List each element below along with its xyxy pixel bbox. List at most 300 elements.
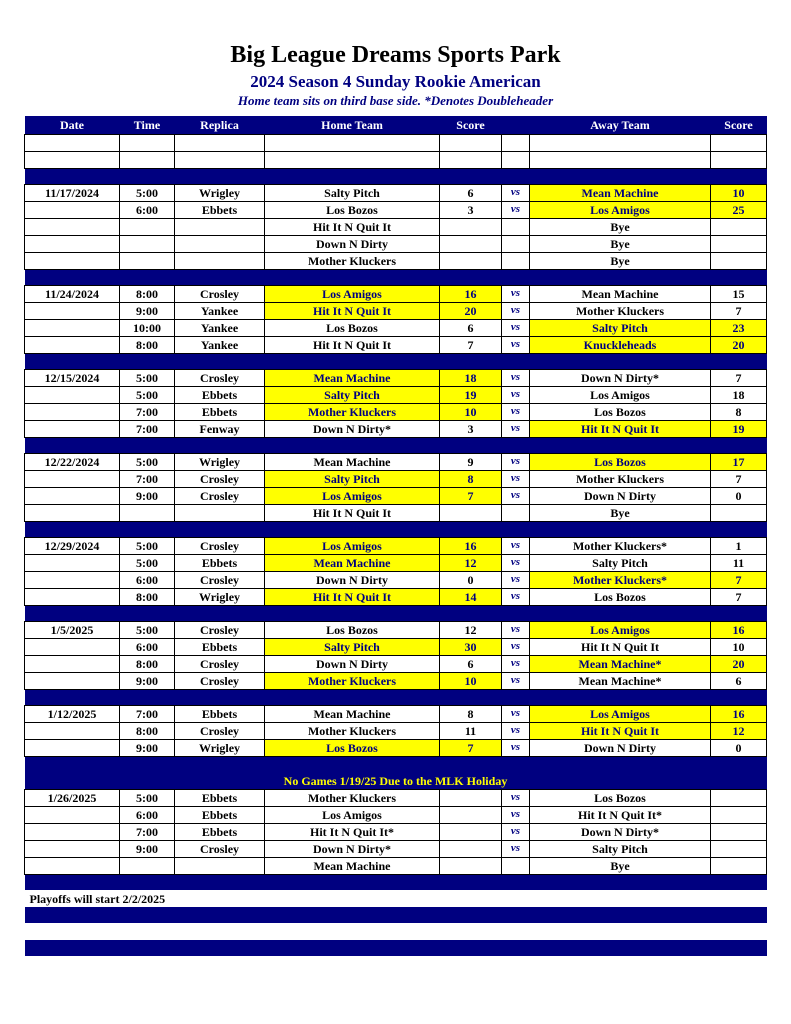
playoffs-note-row [25, 890, 767, 907]
game-row [25, 537, 767, 554]
replica-cell: Ebbets [175, 403, 265, 420]
date-cell [25, 201, 120, 218]
date-cell: 11/24/2024 [25, 285, 120, 302]
replica-cell: Crosley [175, 840, 265, 857]
vs-cell: vs [502, 403, 530, 420]
home-score-cell: 12 [440, 621, 502, 638]
game-row [25, 487, 767, 504]
away-team-cell: Mean Machine [530, 184, 711, 201]
home-team-cell: Salty Pitch [265, 184, 440, 201]
vs-cell: vs [502, 386, 530, 403]
vs-cell [502, 235, 530, 252]
replica-cell: Crosley [175, 722, 265, 739]
vs-cell: vs [502, 554, 530, 571]
date-cell [25, 739, 120, 756]
replica-cell: Crosley [175, 655, 265, 672]
home-team-cell: Mean Machine [265, 857, 440, 874]
away-team-cell: Los Amigos [530, 621, 711, 638]
separator-row [25, 940, 767, 956]
date-cell [25, 218, 120, 235]
home-team-cell: Los Amigos [265, 806, 440, 823]
home-score-cell [440, 218, 502, 235]
home-score-cell: 16 [440, 285, 502, 302]
away-score-cell: 10 [711, 184, 767, 201]
time-cell: 8:00 [120, 285, 175, 302]
home-team-cell: Mean Machine [265, 369, 440, 386]
home-score-cell [440, 504, 502, 521]
home-score-cell: 8 [440, 705, 502, 722]
vs-cell: vs [502, 184, 530, 201]
time-cell: 9:00 [120, 487, 175, 504]
date-cell [25, 319, 120, 336]
spacer-row [25, 923, 767, 940]
separator-row [25, 353, 767, 369]
away-team-cell: Los Bozos [530, 453, 711, 470]
table-body [25, 134, 767, 956]
home-score-cell: 10 [440, 403, 502, 420]
separator-bar [25, 756, 767, 772]
replica-cell: Yankee [175, 336, 265, 353]
game-row [25, 638, 767, 655]
away-team-cell: Bye [530, 218, 711, 235]
replica-cell: Ebbets [175, 823, 265, 840]
away-team-cell: Salty Pitch [530, 840, 711, 857]
away-score-cell: 12 [711, 722, 767, 739]
away-team-cell [530, 134, 711, 151]
separator-row [25, 907, 767, 923]
away-team-cell: Salty Pitch [530, 554, 711, 571]
date-cell: 12/29/2024 [25, 537, 120, 554]
vs-cell: vs [502, 672, 530, 689]
separator-row [25, 269, 767, 285]
vs-cell: vs [502, 302, 530, 319]
away-team-cell: Mean Machine* [530, 655, 711, 672]
time-cell: 7:00 [120, 403, 175, 420]
home-score-cell: 6 [440, 319, 502, 336]
time-cell: 10:00 [120, 319, 175, 336]
away-score-cell [711, 840, 767, 857]
away-score-cell: 18 [711, 386, 767, 403]
away-team-cell: Bye [530, 235, 711, 252]
home-team-cell: Los Amigos [265, 537, 440, 554]
vs-cell: vs [502, 537, 530, 554]
away-team-cell: Mean Machine [530, 285, 711, 302]
vs-cell [502, 218, 530, 235]
home-score-cell: 7 [440, 487, 502, 504]
away-score-cell: 6 [711, 672, 767, 689]
vs-cell: vs [502, 806, 530, 823]
away-team-cell: Bye [530, 252, 711, 269]
vs-cell: vs [502, 319, 530, 336]
home-team-cell: Salty Pitch [265, 470, 440, 487]
home-score-cell [440, 857, 502, 874]
time-cell: 9:00 [120, 739, 175, 756]
replica-cell: Ebbets [175, 806, 265, 823]
home-score-cell: 3 [440, 201, 502, 218]
column-header [502, 116, 530, 134]
home-team-cell: Salty Pitch [265, 386, 440, 403]
date-cell [25, 252, 120, 269]
vs-cell: vs [502, 453, 530, 470]
replica-cell [175, 235, 265, 252]
separator-bar [25, 940, 767, 956]
date-cell [25, 672, 120, 689]
page-subtitle: 2024 Season 4 Sunday Rookie American [250, 72, 541, 92]
game-row [25, 655, 767, 672]
game-row [25, 588, 767, 605]
replica-cell: Ebbets [175, 386, 265, 403]
schedule-table [24, 116, 767, 956]
home-score-cell: 12 [440, 554, 502, 571]
home-team-cell: Down N Dirty* [265, 840, 440, 857]
away-score-cell [711, 857, 767, 874]
time-cell: 5:00 [120, 386, 175, 403]
away-score-cell: 17 [711, 453, 767, 470]
empty-row [25, 134, 767, 151]
away-score-cell [711, 823, 767, 840]
away-team-cell: Mother Kluckers [530, 470, 711, 487]
away-score-cell [711, 235, 767, 252]
home-team-cell: Mean Machine [265, 554, 440, 571]
vs-cell: vs [502, 840, 530, 857]
replica-cell: Ebbets [175, 201, 265, 218]
date-cell: 11/17/2024 [25, 184, 120, 201]
time-cell [120, 134, 175, 151]
replica-cell: Crosley [175, 672, 265, 689]
date-cell [25, 806, 120, 823]
replica-cell: Wrigley [175, 588, 265, 605]
away-team-cell: Los Bozos [530, 403, 711, 420]
separator-bar [25, 269, 767, 285]
time-cell: 8:00 [120, 722, 175, 739]
home-team-cell: Los Bozos [265, 621, 440, 638]
away-team-cell: Mean Machine* [530, 672, 711, 689]
time-cell: 8:00 [120, 655, 175, 672]
separator-bar [25, 168, 767, 184]
vs-cell [502, 151, 530, 168]
separator-row [25, 605, 767, 621]
vs-cell: vs [502, 336, 530, 353]
home-score-cell: 18 [440, 369, 502, 386]
away-score-cell [711, 134, 767, 151]
game-row [25, 823, 767, 840]
column-header: Home Team [265, 116, 440, 134]
empty-row [25, 151, 767, 168]
replica-cell: Wrigley [175, 453, 265, 470]
separator-bar [25, 353, 767, 369]
column-header: Time [120, 116, 175, 134]
home-team-cell [265, 151, 440, 168]
home-score-cell [440, 840, 502, 857]
replica-cell [175, 218, 265, 235]
vs-cell: vs [502, 285, 530, 302]
home-score-cell [440, 252, 502, 269]
date-cell: 12/22/2024 [25, 453, 120, 470]
vs-cell: vs [502, 789, 530, 806]
replica-cell: Yankee [175, 302, 265, 319]
separator-row [25, 168, 767, 184]
away-team-cell: Los Amigos [530, 386, 711, 403]
vs-cell [502, 134, 530, 151]
date-cell [25, 336, 120, 353]
game-row [25, 789, 767, 806]
game-row [25, 739, 767, 756]
game-row [25, 806, 767, 823]
replica-cell: Crosley [175, 470, 265, 487]
vs-cell: vs [502, 739, 530, 756]
away-team-cell: Mother Kluckers* [530, 571, 711, 588]
vs-cell [502, 252, 530, 269]
away-team-cell: Down N Dirty* [530, 369, 711, 386]
game-row [25, 470, 767, 487]
notice-row [25, 772, 767, 789]
page-title: Big League Dreams Sports Park [230, 42, 561, 68]
date-cell [25, 151, 120, 168]
away-team-cell: Down N Dirty [530, 487, 711, 504]
away-team-cell: Down N Dirty [530, 739, 711, 756]
home-score-cell: 11 [440, 722, 502, 739]
home-team-cell: Hit It N Quit It [265, 218, 440, 235]
home-score-cell: 10 [440, 672, 502, 689]
away-score-cell: 1 [711, 537, 767, 554]
away-team-cell: Hit It N Quit It* [530, 806, 711, 823]
date-cell [25, 386, 120, 403]
home-score-cell: 16 [440, 537, 502, 554]
away-score-cell: 7 [711, 571, 767, 588]
date-cell [25, 638, 120, 655]
time-cell: 6:00 [120, 638, 175, 655]
replica-cell [175, 151, 265, 168]
home-team-cell: Hit It N Quit It [265, 336, 440, 353]
date-cell [25, 420, 120, 437]
away-score-cell: 7 [711, 470, 767, 487]
home-team-cell: Mother Kluckers [265, 672, 440, 689]
separator-bar [25, 874, 767, 890]
time-cell: 5:00 [120, 621, 175, 638]
time-cell: 7:00 [120, 470, 175, 487]
away-team-cell: Salty Pitch [530, 319, 711, 336]
vs-cell: vs [502, 621, 530, 638]
replica-cell [175, 504, 265, 521]
game-row [25, 672, 767, 689]
away-score-cell [711, 252, 767, 269]
time-cell: 8:00 [120, 336, 175, 353]
vs-cell: vs [502, 201, 530, 218]
table-header-row [25, 116, 767, 134]
away-score-cell: 16 [711, 621, 767, 638]
date-cell [25, 470, 120, 487]
home-team-cell: Hit It N Quit It [265, 302, 440, 319]
away-score-cell: 7 [711, 369, 767, 386]
page-note: Home team sits on third base side. *Denotes Doubleheader [237, 93, 554, 109]
replica-cell: Yankee [175, 319, 265, 336]
home-score-cell: 0 [440, 571, 502, 588]
bye-row [25, 235, 767, 252]
home-team-cell: Los Bozos [265, 739, 440, 756]
game-row [25, 184, 767, 201]
away-team-cell: Down N Dirty* [530, 823, 711, 840]
time-cell: 6:00 [120, 806, 175, 823]
time-cell [120, 252, 175, 269]
date-cell [25, 823, 120, 840]
home-team-cell: Mother Kluckers [265, 789, 440, 806]
replica-cell: Crosley [175, 487, 265, 504]
column-header: Score [440, 116, 502, 134]
date-cell [25, 722, 120, 739]
home-team-cell: Salty Pitch [265, 638, 440, 655]
home-team-cell: Down N Dirty [265, 655, 440, 672]
date-cell [25, 840, 120, 857]
game-row [25, 722, 767, 739]
replica-cell: Crosley [175, 621, 265, 638]
replica-cell: Crosley [175, 571, 265, 588]
date-cell [25, 235, 120, 252]
home-score-cell [440, 789, 502, 806]
separator-row [25, 521, 767, 537]
replica-cell: Wrigley [175, 739, 265, 756]
time-cell [120, 218, 175, 235]
time-cell: 8:00 [120, 588, 175, 605]
game-row [25, 369, 767, 386]
replica-cell: Wrigley [175, 184, 265, 201]
vs-cell: vs [502, 655, 530, 672]
away-score-cell: 0 [711, 739, 767, 756]
game-row [25, 840, 767, 857]
home-team-cell: Mother Kluckers [265, 722, 440, 739]
away-score-cell [711, 806, 767, 823]
game-row [25, 302, 767, 319]
away-score-cell: 8 [711, 403, 767, 420]
home-team-cell: Mother Kluckers [265, 252, 440, 269]
game-row [25, 386, 767, 403]
home-team-cell: Hit It N Quit It [265, 588, 440, 605]
game-row [25, 453, 767, 470]
vs-cell [502, 504, 530, 521]
home-score-cell: 6 [440, 184, 502, 201]
replica-cell [175, 134, 265, 151]
vs-cell: vs [502, 705, 530, 722]
separator-row [25, 689, 767, 705]
separator-bar [25, 907, 767, 923]
home-team-cell: Down N Dirty* [265, 420, 440, 437]
vs-cell: vs [502, 571, 530, 588]
home-score-cell: 3 [440, 420, 502, 437]
home-score-cell: 9 [440, 453, 502, 470]
away-score-cell: 7 [711, 588, 767, 605]
game-row [25, 285, 767, 302]
column-header: Away Team [530, 116, 711, 134]
away-score-cell: 11 [711, 554, 767, 571]
replica-cell [175, 857, 265, 874]
vs-cell [502, 857, 530, 874]
home-team-cell: Mean Machine [265, 705, 440, 722]
vs-cell: vs [502, 487, 530, 504]
away-score-cell: 10 [711, 638, 767, 655]
date-cell: 1/12/2025 [25, 705, 120, 722]
away-score-cell [711, 151, 767, 168]
away-team-cell: Knuckleheads [530, 336, 711, 353]
time-cell: 5:00 [120, 369, 175, 386]
away-score-cell: 20 [711, 336, 767, 353]
home-score-cell [440, 151, 502, 168]
spacer [25, 923, 767, 940]
time-cell: 7:00 [120, 823, 175, 840]
column-header: Score [711, 116, 767, 134]
home-score-cell: 7 [440, 739, 502, 756]
game-row [25, 201, 767, 218]
date-cell [25, 134, 120, 151]
home-score-cell: 7 [440, 336, 502, 353]
column-header: Replica [175, 116, 265, 134]
game-row [25, 705, 767, 722]
date-cell [25, 588, 120, 605]
away-score-cell: 15 [711, 285, 767, 302]
separator-row [25, 756, 767, 772]
home-score-cell: 14 [440, 588, 502, 605]
home-team-cell: Down N Dirty [265, 571, 440, 588]
away-score-cell: 7 [711, 302, 767, 319]
home-team-cell: Down N Dirty [265, 235, 440, 252]
replica-cell [175, 252, 265, 269]
date-cell [25, 504, 120, 521]
away-team-cell: Hit It N Quit It [530, 722, 711, 739]
away-team-cell: Los Amigos [530, 705, 711, 722]
time-cell: 9:00 [120, 302, 175, 319]
game-row [25, 319, 767, 336]
time-cell [120, 857, 175, 874]
playoffs-note: Playoffs will start 2/2/2025 [25, 890, 767, 907]
date-cell [25, 554, 120, 571]
away-team-cell: Mother Kluckers [530, 302, 711, 319]
home-score-cell [440, 235, 502, 252]
time-cell [120, 235, 175, 252]
separator-bar [25, 437, 767, 453]
vs-cell: vs [502, 420, 530, 437]
home-score-cell [440, 134, 502, 151]
away-team-cell: Mother Kluckers* [530, 537, 711, 554]
away-team-cell: Bye [530, 504, 711, 521]
home-team-cell: Hit It N Quit It [265, 504, 440, 521]
time-cell: 5:00 [120, 789, 175, 806]
away-score-cell: 25 [711, 201, 767, 218]
away-team-cell: Los Amigos [530, 201, 711, 218]
time-cell: 7:00 [120, 420, 175, 437]
replica-cell: Crosley [175, 369, 265, 386]
away-score-cell [711, 504, 767, 521]
away-team-cell: Bye [530, 857, 711, 874]
date-cell [25, 857, 120, 874]
vs-cell: vs [502, 823, 530, 840]
vs-cell: vs [502, 722, 530, 739]
time-cell [120, 504, 175, 521]
away-score-cell: 16 [711, 705, 767, 722]
vs-cell: vs [502, 470, 530, 487]
separator-row [25, 437, 767, 453]
bye-row [25, 252, 767, 269]
away-score-cell: 0 [711, 487, 767, 504]
time-cell [120, 151, 175, 168]
home-score-cell: 19 [440, 386, 502, 403]
vs-cell: vs [502, 588, 530, 605]
replica-cell: Ebbets [175, 554, 265, 571]
away-team-cell [530, 151, 711, 168]
date-cell: 1/26/2025 [25, 789, 120, 806]
home-team-cell: Los Bozos [265, 201, 440, 218]
date-cell: 1/5/2025 [25, 621, 120, 638]
separator-bar [25, 521, 767, 537]
home-team-cell: Mother Kluckers [265, 403, 440, 420]
home-team-cell: Los Bozos [265, 319, 440, 336]
